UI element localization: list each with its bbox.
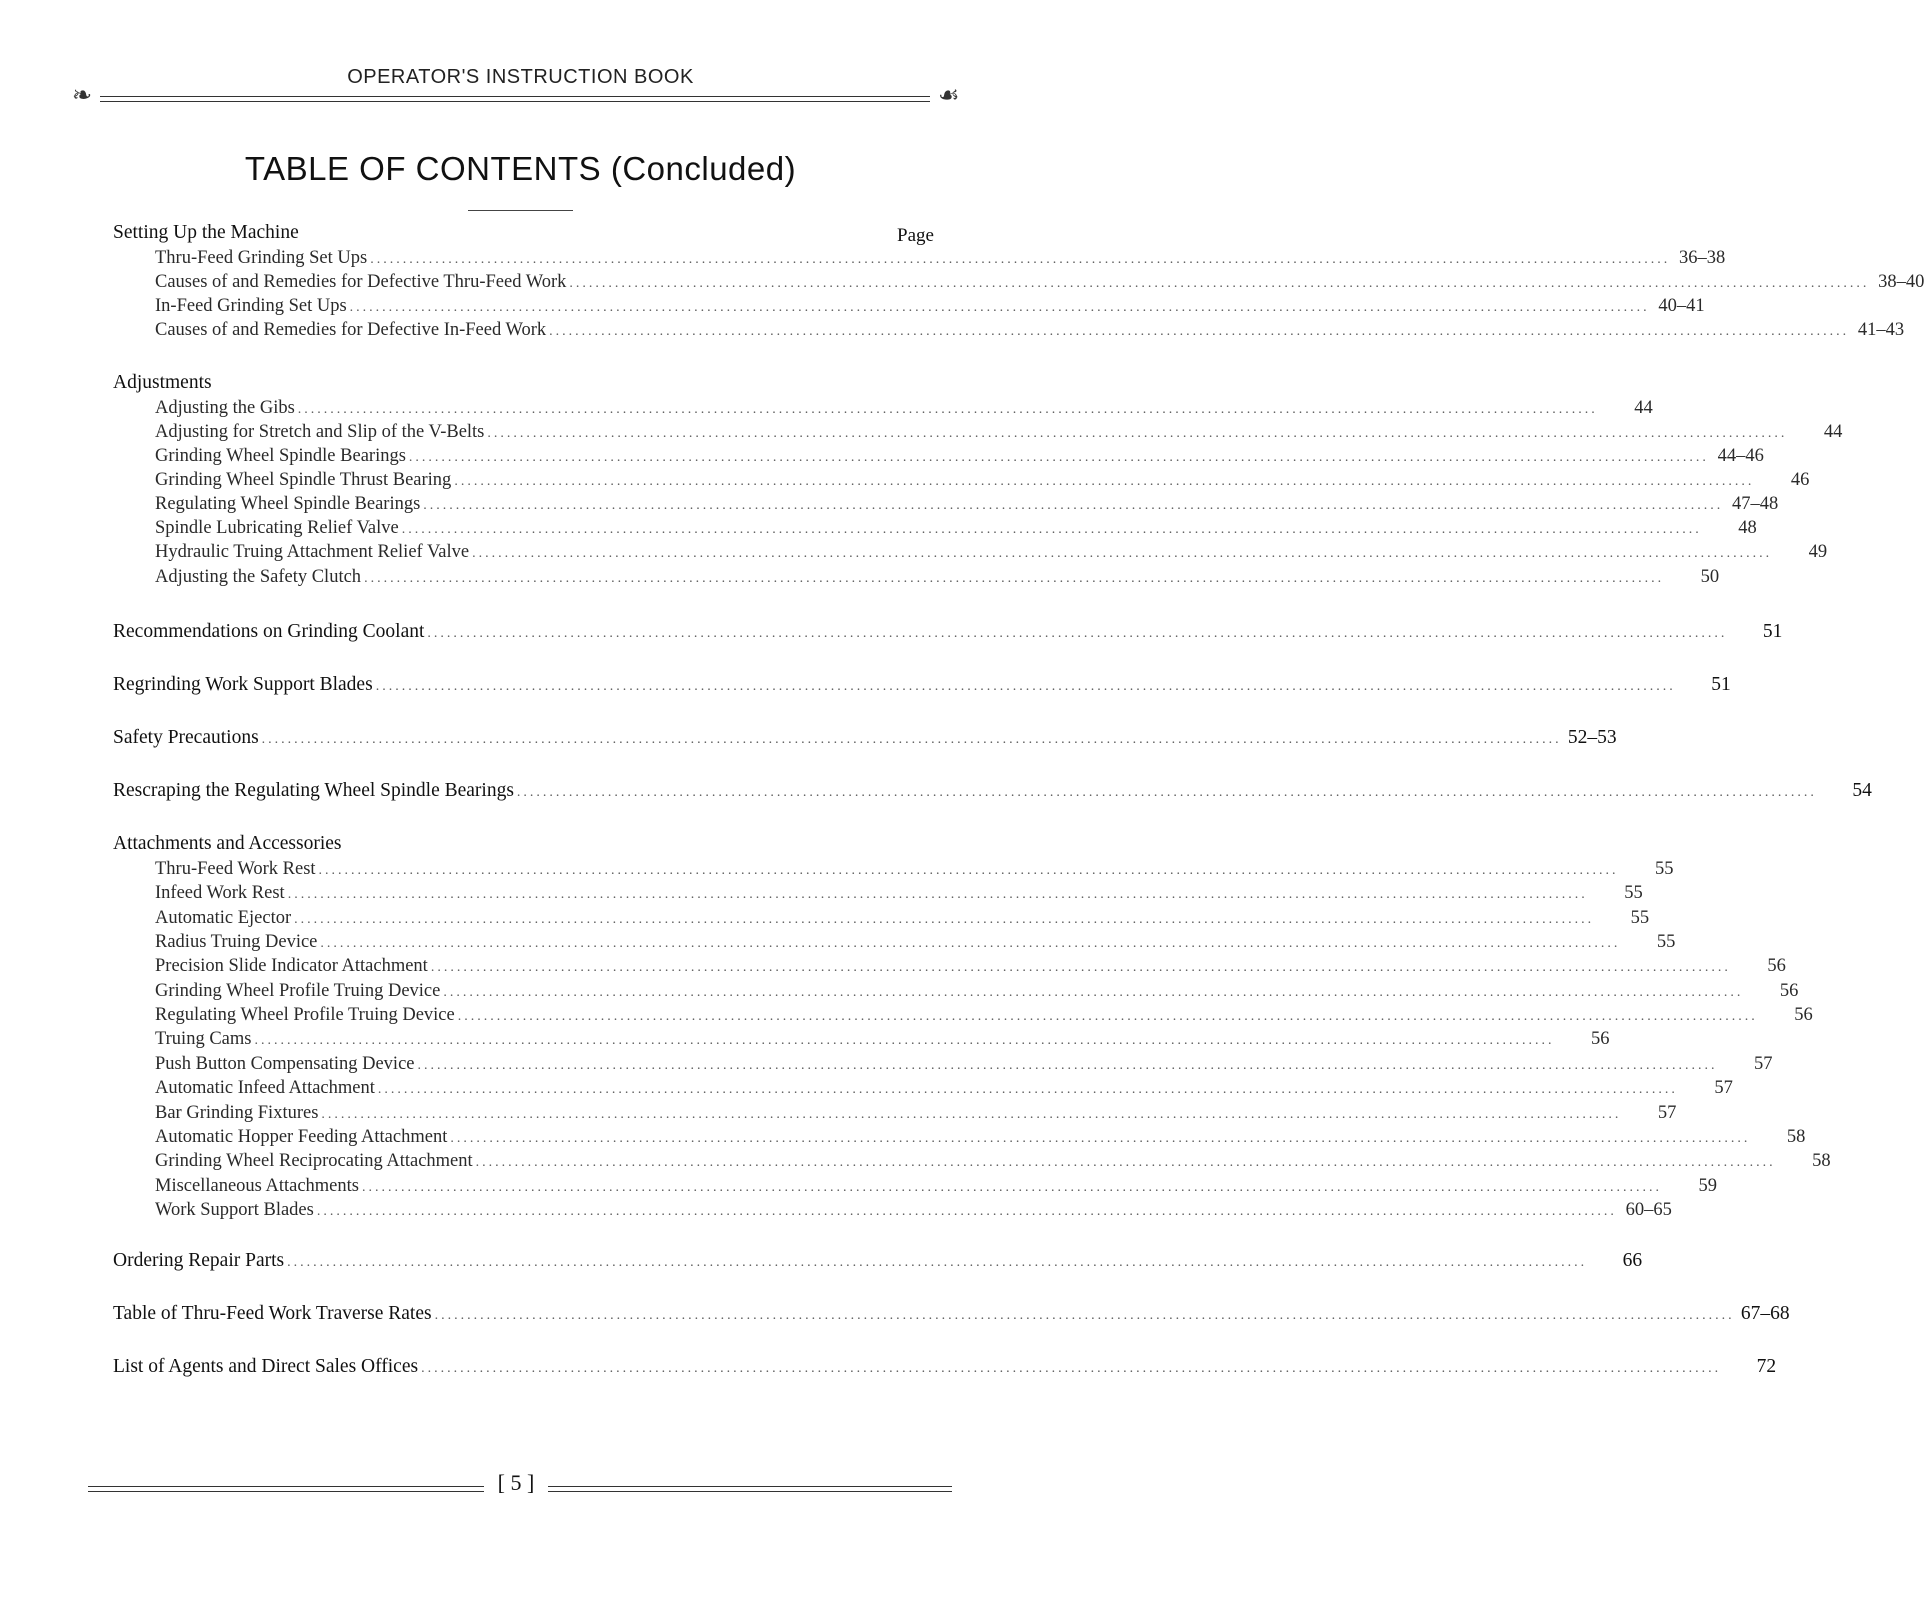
- toc-entry-page: 55: [1655, 859, 1674, 879]
- toc-entry-label: Grinding Wheel Spindle Thrust Bearing: [155, 470, 452, 490]
- leader-dots: ........................................................................................................................................................................................................: [457, 1009, 1758, 1024]
- toc-entry-label: Push Button Compensating Device: [155, 1054, 415, 1074]
- toc-entry-page: 59: [1698, 1176, 1717, 1196]
- toc-entry-page: 51: [1762, 621, 1783, 642]
- leader-dots: ........................................................................................................................................................................................................: [364, 571, 1665, 586]
- leader-dots: ........................................................................................................................................................................................................: [377, 1082, 1678, 1097]
- toc-entry-page: 57: [1657, 1103, 1677, 1123]
- toc-entry-page: 48: [1738, 518, 1757, 538]
- leader-dots: ........................................................................................................................................................................................................: [254, 1033, 1555, 1048]
- toc-entry-label: Regulating Wheel Spindle Bearings: [155, 494, 421, 514]
- bracket-close: ]: [521, 1470, 535, 1495]
- bracket-open: [: [497, 1470, 511, 1495]
- leader-dots: ........................................................................................................................................................................................................: [408, 450, 1709, 465]
- leader-dots: ........................................................................................................................................................................................................: [294, 912, 1595, 927]
- toc-main-entry: [113, 1250, 1643, 1274]
- leader-dots: ........................................................................................................................................................................................................: [318, 863, 1619, 878]
- toc-entry: [155, 1029, 1610, 1053]
- leader-dots: ........................................................................................................................................................................................................: [401, 522, 1702, 537]
- toc-entry-label: Infeed Work Rest: [155, 883, 285, 903]
- leader-dots: ........................................................................................................................................................................................................: [287, 887, 1588, 902]
- running-head: OPERATOR'S INSTRUCTION BOOK: [347, 66, 694, 88]
- toc-entry-page: 56: [1590, 1029, 1610, 1049]
- section-title-adjustments: Adjustments: [113, 372, 212, 393]
- toc-entry-label: Adjusting the Gibs: [155, 398, 295, 418]
- toc-entry-page: 44–46: [1717, 446, 1764, 466]
- toc-entry-label: Safety Precautions: [113, 727, 259, 748]
- toc-entry: [155, 518, 1757, 542]
- toc-entry-page: 55: [1630, 908, 1650, 928]
- leader-dots: ........................................................................................................................................................................................................: [349, 300, 1650, 315]
- toc-entry-page: 55: [1624, 883, 1643, 903]
- toc-entry-page: 41–43: [1857, 320, 1905, 340]
- leader-dots: ........................................................................................................................................................................................................: [569, 276, 1870, 291]
- leader-dots: ........................................................................................................................................................................................................: [287, 1255, 1588, 1270]
- toc-entry-page: 58: [1812, 1151, 1831, 1171]
- toc-entry: [155, 567, 1720, 591]
- toc-main-entry: [113, 674, 1731, 698]
- section-title-setup: Setting Up the Machine: [113, 222, 299, 243]
- toc-entry-label: Thru-Feed Work Rest: [155, 859, 316, 879]
- toc-entry-label: Automatic Hopper Feeding Attachment: [155, 1127, 448, 1147]
- toc-entry-page: 40–41: [1658, 296, 1705, 316]
- toc-entry-label: In-Feed Grinding Set Ups: [155, 296, 347, 316]
- toc-entry-label: Hydraulic Truing Attachment Relief Valve: [155, 542, 470, 562]
- leader-dots: ........................................................................................................................................................................................................: [320, 936, 1621, 951]
- toc-entry-page: 55: [1656, 932, 1676, 952]
- toc-entry-page: 56: [1779, 981, 1799, 1001]
- toc-entry-label: Thru-Feed Grinding Set Ups: [155, 248, 368, 268]
- toc-entry: [155, 446, 1764, 470]
- toc-entry-label: Adjusting for Stretch and Slip of the V-Belts: [155, 422, 485, 442]
- leader-dots: ........................................................................................................................................................................................................: [454, 474, 1755, 489]
- toc-entry-label: Grinding Wheel Spindle Bearings: [155, 446, 406, 466]
- toc-entry-page: 38–40: [1878, 272, 1924, 292]
- leader-dots: ........................................................................................................................................................................................................: [487, 426, 1788, 441]
- toc-entry: [155, 272, 1924, 296]
- toc-entry-label: Causes of and Remedies for Defective Thru-Feed Work: [155, 272, 567, 292]
- toc-entry-page: 44: [1823, 422, 1843, 442]
- toc-entry: [155, 320, 1905, 344]
- toc-main-entry: [113, 1303, 1790, 1327]
- toc-entry: [155, 1127, 1806, 1151]
- toc-entry-label: Recommendations on Grinding Coolant: [113, 621, 425, 642]
- toc-entry-label: Miscellaneous Attachments: [155, 1176, 359, 1196]
- leader-dots: ........................................................................................................................................................................................................: [297, 402, 1598, 417]
- leader-dots: ........................................................................................................................................................................................................: [261, 732, 1562, 747]
- leader-dots: ........................................................................................................................................................................................................: [321, 1107, 1622, 1122]
- page-column-heading: Page: [897, 225, 934, 246]
- toc-entry-label: Rescraping the Regulating Wheel Spindle Bearings: [113, 780, 514, 801]
- leader-dots: ........................................................................................................................................................................................................: [427, 626, 1728, 641]
- leader-dots: ........................................................................................................................................................................................................: [316, 1204, 1617, 1219]
- leader-dots: ........................................................................................................................................................................................................: [417, 1058, 1718, 1073]
- leader-dots: ........................................................................................................................................................................................................: [516, 785, 1817, 800]
- toc-entry: [155, 1151, 1831, 1175]
- toc-entry-page: 36–38: [1678, 248, 1726, 268]
- page-number: [484, 1470, 548, 1496]
- header-rule: [100, 96, 930, 102]
- toc-entry: [155, 1176, 1717, 1200]
- leader-dots: ........................................................................................................................................................................................................: [434, 1308, 1735, 1323]
- right-ornament-icon: ☙: [938, 83, 960, 109]
- toc-entry-label: Causes of and Remedies for Defective In-Feed Work: [155, 320, 547, 340]
- footer-rule-right: [548, 1486, 952, 1492]
- toc-entry-page: 47–48: [1732, 494, 1779, 514]
- toc-entry: [155, 248, 1726, 272]
- toc-entry: [155, 883, 1643, 907]
- toc-entry: [155, 422, 1843, 446]
- toc-entry-label: Adjusting the Safety Clutch: [155, 567, 362, 587]
- toc-entry-page: 57: [1754, 1054, 1773, 1074]
- leader-dots: ........................................................................................................................................................................................................: [472, 546, 1773, 561]
- leader-dots: ........................................................................................................................................................................................................: [375, 679, 1676, 694]
- toc-entry-page: 60–65: [1625, 1200, 1672, 1220]
- leader-dots: ........................................................................................................................................................................................................: [443, 985, 1744, 1000]
- page-number-value: 5: [510, 1470, 522, 1495]
- toc-entry-label: Grinding Wheel Reciprocating Attachment: [155, 1151, 473, 1171]
- toc-entry-page: 50: [1700, 567, 1720, 587]
- toc-entry: [155, 1005, 1813, 1029]
- toc-entry-label: Precision Slide Indicator Attachment: [155, 956, 428, 976]
- leader-dots: ........................................................................................................................................................................................................: [475, 1155, 1776, 1170]
- toc-entry-page: 52–53: [1567, 727, 1617, 748]
- toc-entry-label: Table of Thru-Feed Work Traverse Rates: [113, 1303, 432, 1324]
- toc-entry: [155, 981, 1799, 1005]
- toc-entry-label: Ordering Repair Parts: [113, 1250, 285, 1271]
- toc-entry: [155, 494, 1779, 518]
- page-title: TABLE OF CONTENTS (Concluded): [244, 150, 797, 187]
- toc-entry: [155, 859, 1674, 883]
- toc-entry-page: 58: [1786, 1127, 1806, 1147]
- toc-entry-label: List of Agents and Direct Sales Offices: [113, 1356, 419, 1377]
- footer-rule-left: [88, 1486, 484, 1492]
- toc-main-entry: [113, 1356, 1777, 1380]
- toc-entry-page: 56: [1767, 956, 1786, 976]
- leader-dots: ........................................................................................................................................................................................................: [549, 324, 1850, 339]
- toc-entry-label: Automatic Infeed Attachment: [155, 1078, 375, 1098]
- toc-entry-page: 72: [1756, 1356, 1777, 1377]
- leader-dots: ........................................................................................................................................................................................................: [361, 1180, 1662, 1195]
- section-title-attachments: Attachments and Accessories: [113, 833, 342, 854]
- toc-entry: [155, 1103, 1677, 1127]
- toc-entry-label: Work Support Blades: [155, 1200, 314, 1220]
- toc-entry: [155, 1200, 1672, 1224]
- toc-entry-page: 49: [1808, 542, 1828, 562]
- leader-dots: ........................................................................................................................................................................................................: [423, 498, 1724, 513]
- toc-entry-label: Radius Truing Device: [155, 932, 318, 952]
- toc-entry: [155, 1078, 1733, 1102]
- toc-entry-page: 56: [1794, 1005, 1813, 1025]
- toc-entry-page: 51: [1711, 674, 1731, 695]
- toc-main-entry: [113, 621, 1783, 645]
- toc-entry-page: 44: [1634, 398, 1653, 418]
- leader-dots: ........................................................................................................................................................................................................: [450, 1131, 1751, 1146]
- toc-entry-label: Grinding Wheel Profile Truing Device: [155, 981, 441, 1001]
- toc-entry: [155, 470, 1810, 494]
- toc-entry: [155, 932, 1676, 956]
- toc-entry-label: Regulating Wheel Profile Truing Device: [155, 1005, 455, 1025]
- toc-main-entry: [113, 780, 1872, 804]
- toc-entry-page: 66: [1622, 1250, 1643, 1271]
- toc-entry: [155, 956, 1786, 980]
- toc-entry: [155, 542, 1828, 566]
- leader-dots: ........................................................................................................................................................................................................: [421, 1361, 1722, 1376]
- toc-main-entry: [113, 727, 1617, 751]
- title-divider: [468, 210, 573, 211]
- left-ornament-icon: ❧: [72, 83, 93, 109]
- toc-entry: [155, 908, 1650, 932]
- leader-dots: ........................................................................................................................................................................................................: [430, 960, 1731, 975]
- leader-dots: ........................................................................................................................................................................................................: [370, 252, 1671, 267]
- toc-entry-label: Spindle Lubricating Relief Valve: [155, 518, 399, 538]
- toc-entry-label: Truing Cams: [155, 1029, 252, 1049]
- toc-entry-label: Bar Grinding Fixtures: [155, 1103, 319, 1123]
- toc-entry-page: 54: [1852, 780, 1872, 801]
- toc-entry: [155, 398, 1653, 422]
- toc-entry: [155, 1054, 1773, 1078]
- toc-entry-page: 57: [1714, 1078, 1733, 1098]
- toc-entry-page: 46: [1790, 470, 1810, 490]
- toc-entry: [155, 296, 1705, 320]
- toc-entry-page: 67–68: [1740, 1303, 1790, 1324]
- toc-entry-label: Automatic Ejector: [155, 908, 292, 928]
- toc-entry-label: Regrinding Work Support Blades: [113, 674, 373, 695]
